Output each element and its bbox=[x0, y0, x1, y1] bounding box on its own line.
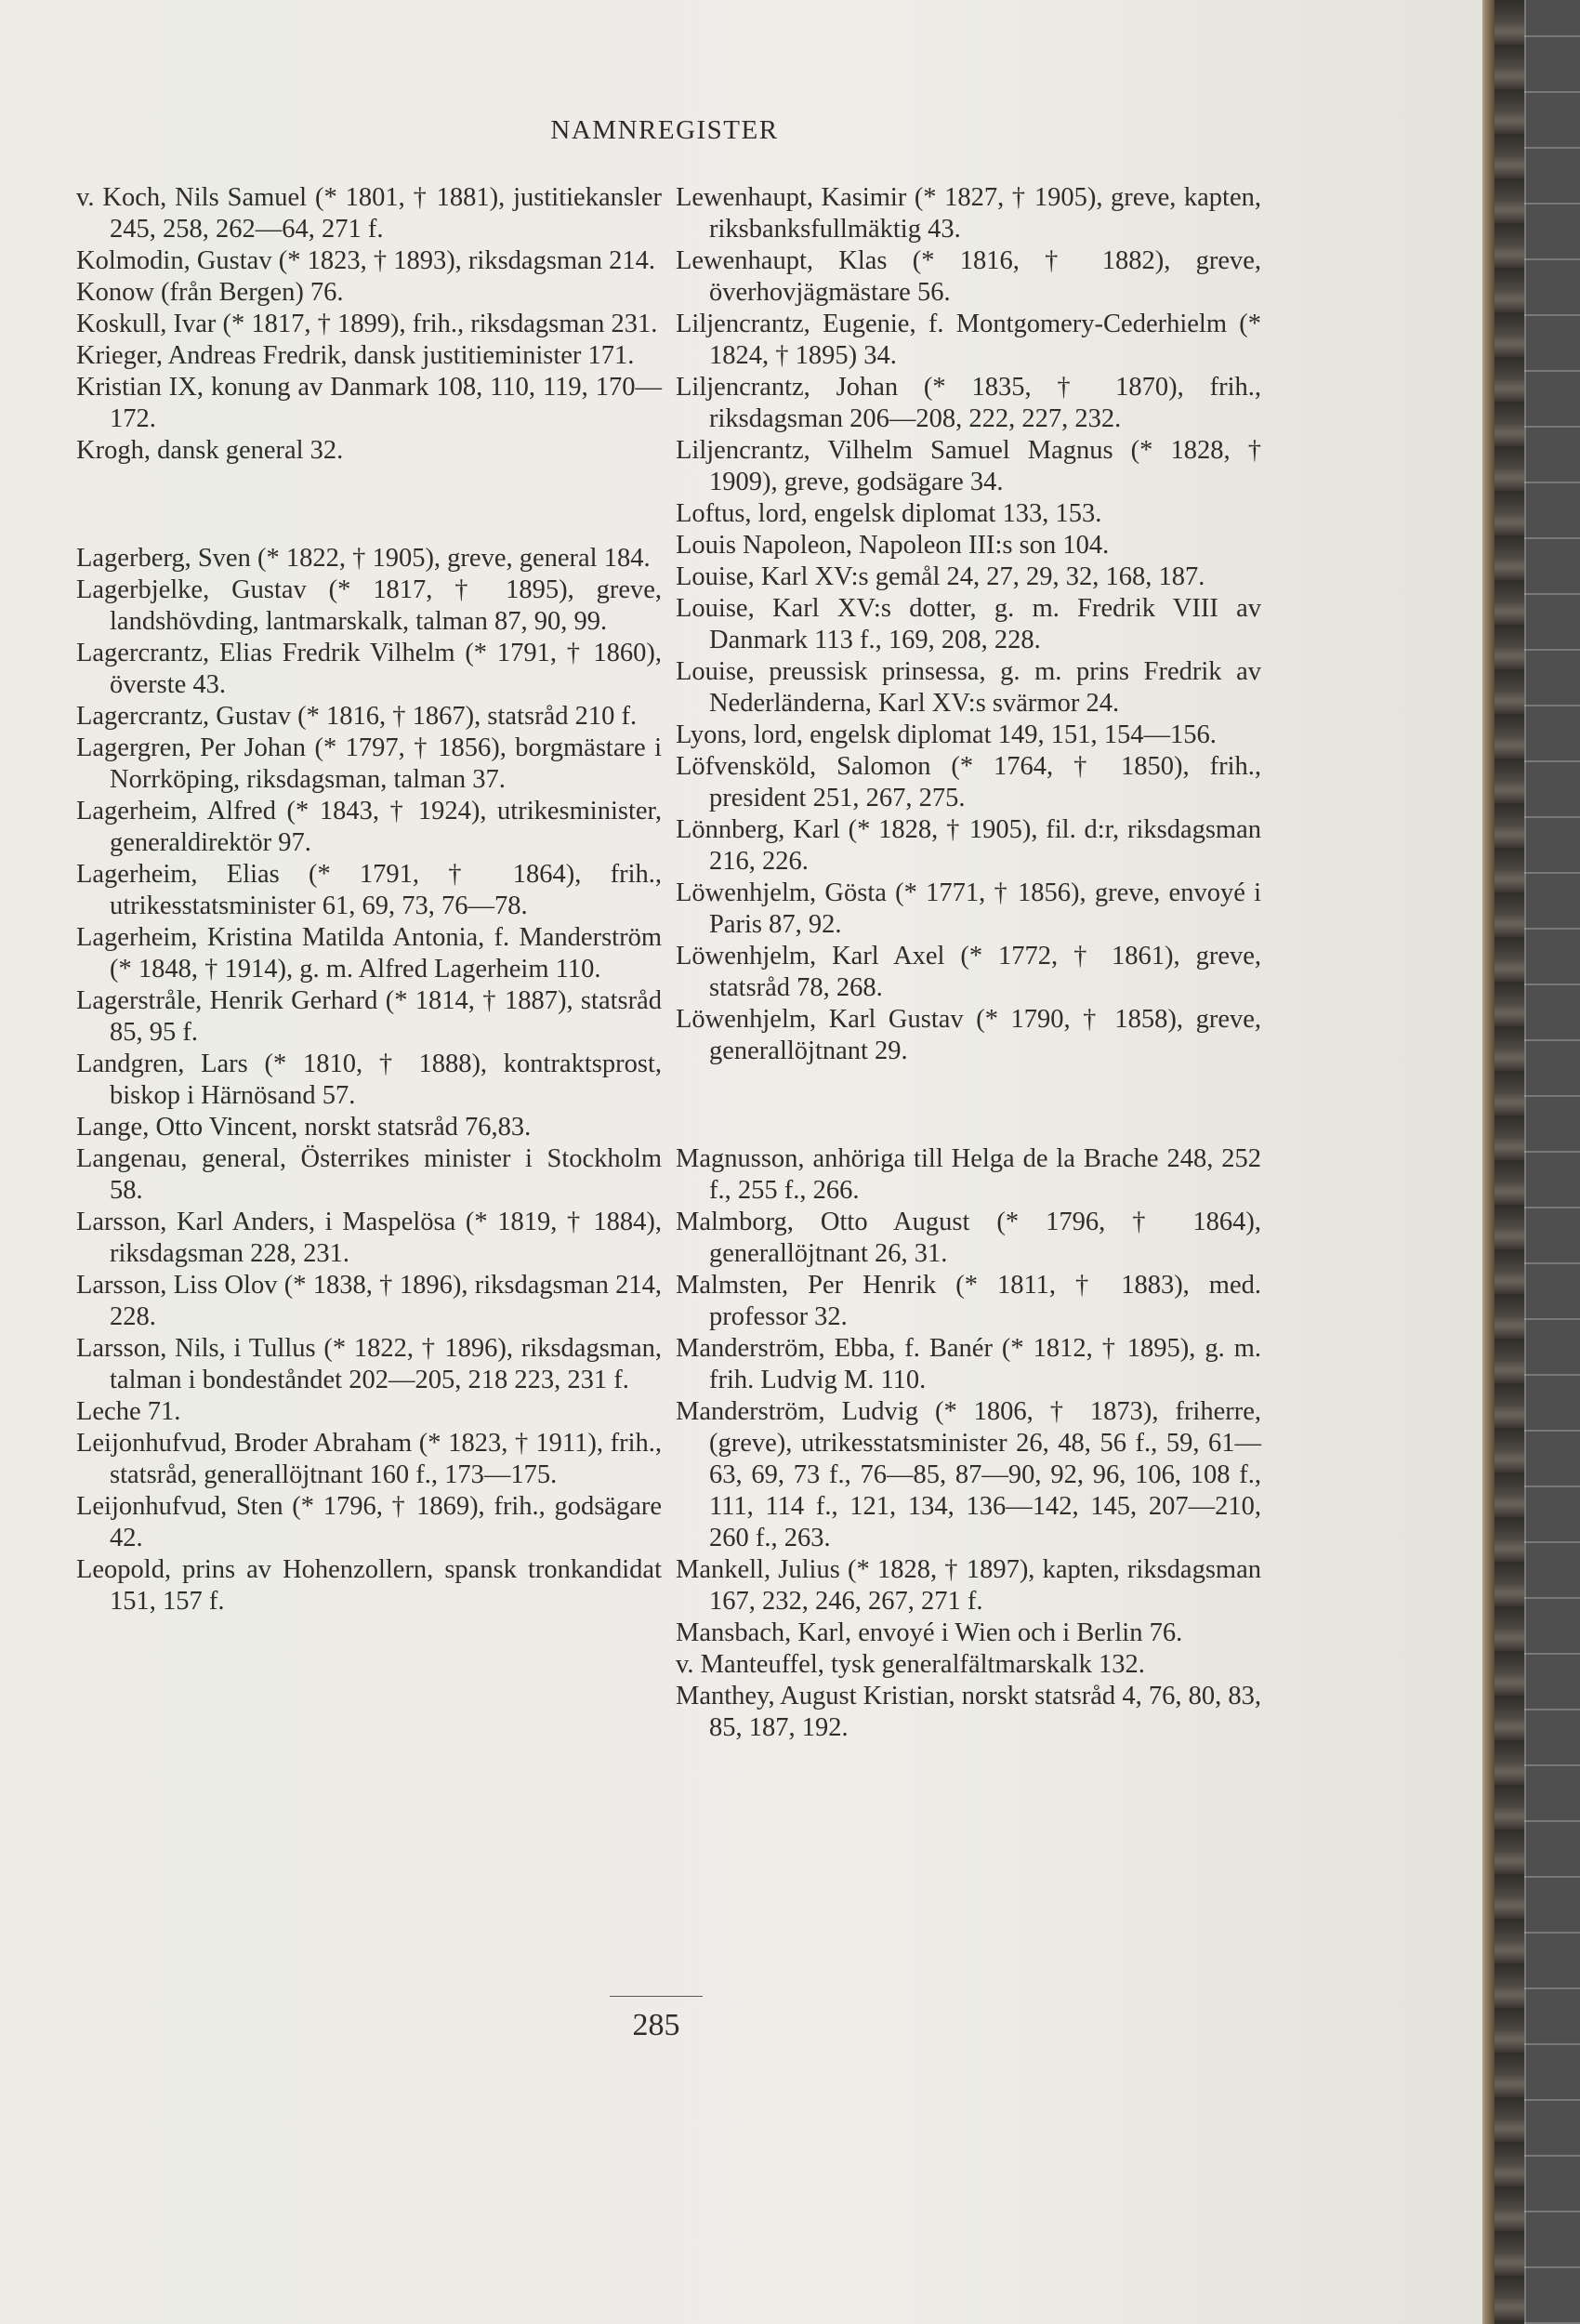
index-entry: Louise, preussisk prinsessa, g. m. prins Fredrik av Nederländerna, Karl XV:s svärmor 24. bbox=[676, 657, 1261, 718]
entry-group-l bbox=[76, 543, 662, 1618]
letter-group-gap bbox=[76, 467, 662, 543]
letter-group-gap bbox=[676, 1067, 1261, 1143]
index-entry: Koskull, Ivar (* 1817, † 1899), frih., riksdagsman 231. bbox=[76, 310, 658, 338]
index-entry: Löwenhjelm, Karl Axel (* 1772, † 1861), greve, statsråd 78, 268. bbox=[676, 942, 1261, 1002]
index-entry: Malmsten, Per Henrik (* 1811, † 1883), med. professor 32. bbox=[676, 1271, 1261, 1331]
index-entry: Mankell, Julius (* 1828, † 1897), kapten, riksdagsman 167, 232, 246, 267, 271 f. bbox=[676, 1555, 1261, 1616]
index-entry: Larsson, Karl Anders, i Maspelösa (* 1819, † 1884), riksdagsman 228, 231. bbox=[76, 1208, 662, 1268]
index-entry: Magnusson, anhöriga till Helga de la Brache 248, 252 f., 255 f., 266. bbox=[676, 1144, 1261, 1205]
page-number: 285 bbox=[632, 2008, 680, 2042]
index-entry: Liljencrantz, Johan (* 1835, † 1870), frih., riksdagsman 206—208, 222, 227, 232. bbox=[676, 373, 1261, 433]
index-entry: Lange, Otto Vincent, norskt statsråd 76,83. bbox=[76, 1113, 532, 1142]
index-entry: Larsson, Nils, i Tullus (* 1822, † 1896), riksdagsman, talman i bondeståndet 202—205, 218 223, 231 f. bbox=[76, 1334, 662, 1394]
index-entry: v. Manteuffel, tysk generalfältmarskalk 132. bbox=[676, 1650, 1145, 1679]
index-entry: Lewenhaupt, Kasimir (* 1827, † 1905), greve, kapten, riksbanksfullmäktig 43. bbox=[676, 183, 1261, 244]
index-entry: Konow (från Bergen) 76. bbox=[76, 278, 344, 307]
index-entry: Langenau, general, Österrikes minister i Stockholm 58. bbox=[76, 1144, 662, 1205]
index-entry: Leijonhufvud, Sten (* 1796, † 1869), frih., godsägare 42. bbox=[76, 1492, 662, 1552]
entry-group-m bbox=[676, 1143, 1261, 1744]
index-entry: Leijonhufvud, Broder Abraham (* 1823, † 1911), frih., statsråd, generallöjtnant 160 f., 173—175. bbox=[76, 1429, 662, 1489]
index-entry: Landgren, Lars (* 1810, † 1888), kontraktsprost, biskop i Härnösand 57. bbox=[76, 1050, 662, 1110]
index-entry: Lagerbjelke, Gustav (* 1817, † 1895), greve, landshövding, lantmarskalk, talman 87, 90, 99. bbox=[76, 575, 662, 636]
index-entry: Manderström, Ludvig (* 1806, † 1873), friherre, (greve), utrikesstatsminister 26, 48, 56 f., 59, 61—63, 69, 73 f., 76—85, 87—90, 92, 96, 106, 108 f., 111, 114 f., 121, 134, 136—142, 145, 207—210, 260 f., 263. bbox=[676, 1397, 1261, 1552]
index-entry: Löwenhjelm, Gösta (* 1771, † 1856), greve, envoyé i Paris 87, 92. bbox=[676, 878, 1261, 939]
index-entry: Löfvensköld, Salomon (* 1764, † 1850), frih., president 251, 267, 275. bbox=[676, 752, 1261, 812]
index-entry: Lönnberg, Karl (* 1828, † 1905), fil. d:r, riksdagsman 216, 226. bbox=[676, 815, 1261, 876]
right-column bbox=[676, 182, 1261, 1744]
index-entry: Kolmodin, Gustav (* 1823, † 1893), riksdagsman 214. bbox=[76, 246, 655, 275]
index-entry: Louis Napoleon, Napoleon III:s son 104. bbox=[676, 531, 1110, 560]
index-entry: Löwenhjelm, Karl Gustav (* 1790, † 1858), greve, generallöjtnant 29. bbox=[676, 1005, 1261, 1065]
left-column bbox=[76, 182, 662, 1618]
index-entry: Malmborg, Otto August (* 1796, † 1864), generallöjtnant 26, 31. bbox=[676, 1208, 1261, 1268]
index-entry: Louise, Karl XV:s gemål 24, 27, 29, 32, 168, 187. bbox=[676, 562, 1205, 591]
index-entry: Manthey, August Kristian, norskt statsråd 4, 76, 80, 83, 85, 187, 192. bbox=[676, 1682, 1261, 1742]
index-entry: Krogh, dansk general 32. bbox=[76, 436, 344, 465]
entry-group-l-cont bbox=[676, 182, 1261, 1067]
index-entry: Lagercrantz, Elias Fredrik Vilhelm (* 1791, † 1860), överste 43. bbox=[76, 639, 662, 699]
index-entry: Lagerstråle, Henrik Gerhard (* 1814, † 1887), statsråd 85, 95 f. bbox=[76, 986, 662, 1047]
footer-rule bbox=[610, 1996, 703, 1997]
index-entry: v. Koch, Nils Samuel (* 1801, † 1881), justitiekansler 245, 258, 262—64, 271 f. bbox=[76, 183, 662, 244]
entry-group-k bbox=[76, 182, 662, 467]
index-entry: Lyons, lord, engelsk diplomat 149, 151, 154—156. bbox=[676, 720, 1217, 749]
index-entry: Leopold, prins av Hohenzollern, spansk tronkandidat 151, 157 f. bbox=[76, 1555, 662, 1616]
index-entry: Liljencrantz, Eugenie, f. Montgomery-Cederhielm (* 1824, † 1895) 34. bbox=[676, 310, 1261, 370]
running-head: NAMNREGISTER bbox=[550, 115, 779, 145]
index-entry: Lagerheim, Kristina Matilda Antonia, f. Manderström (* 1848, † 1914), g. m. Alfred Lagerheim 110. bbox=[76, 923, 662, 984]
index-entry: Lagergren, Per Johan (* 1797, † 1856), borgmästare i Norrköping, riksdagsman, talman 37. bbox=[76, 733, 662, 794]
cutting-mat bbox=[1524, 0, 1580, 2324]
index-entry: Krieger, Andreas Fredrik, dansk justitieminister 171. bbox=[76, 341, 635, 370]
index-entry: Lagerheim, Alfred (* 1843, † 1924), utrikesminister, generaldirektör 97. bbox=[76, 797, 662, 857]
index-entry: Lagercrantz, Gustav (* 1816, † 1867), statsråd 210 f. bbox=[76, 702, 638, 731]
index-entry: Mansbach, Karl, envoyé i Wien och i Berlin 76. bbox=[676, 1618, 1183, 1647]
index-entry: Larsson, Liss Olov (* 1838, † 1896), riksdagsman 214, 228. bbox=[76, 1271, 662, 1331]
index-entry: Louise, Karl XV:s dotter, g. m. Fredrik VIII av Danmark 113 f., 169, 208, 228. bbox=[676, 594, 1261, 654]
index-entry: Leche 71. bbox=[76, 1397, 181, 1426]
index-entry: Lewenhaupt, Klas (* 1816, † 1882), greve, överhovjägmästare 56. bbox=[676, 246, 1261, 307]
index-entry: Manderström, Ebba, f. Banér (* 1812, † 1895), g. m. frih. Ludvig M. 110. bbox=[676, 1334, 1261, 1394]
index-entry: Kristian IX, konung av Danmark 108, 110, 119, 170—172. bbox=[76, 373, 662, 433]
index-entry: Loftus, lord, engelsk diplomat 133, 153. bbox=[676, 499, 1102, 528]
index-entry: Liljencrantz, Vilhelm Samuel Magnus (* 1828, † 1909), greve, godsägare 34. bbox=[676, 436, 1261, 496]
index-entry: Lagerheim, Elias (* 1791, † 1864), frih., utrikesstatsminister 61, 69, 73, 76—78. bbox=[76, 860, 662, 920]
index-entry: Lagerberg, Sven (* 1822, † 1905), greve, general 184. bbox=[76, 544, 651, 573]
